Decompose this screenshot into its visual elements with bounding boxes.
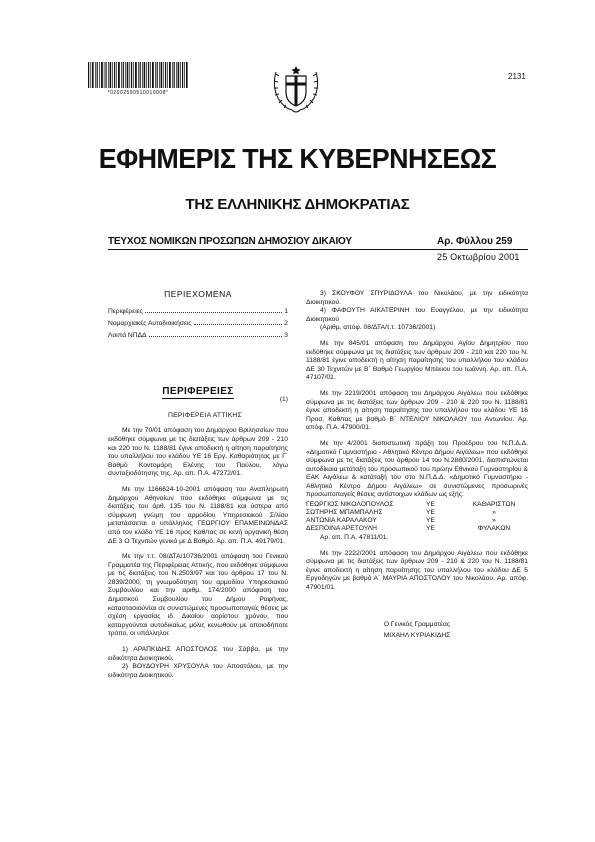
decision-reference: Αρ. απ. Π.Α. 47811/01. [320, 534, 389, 542]
toc-item-page: 3 [284, 331, 288, 339]
decision-paragraph: Με την 1166624-10-2001 απόφαση του Αναπληρωτή Δημάρχου Αθηναίων που εκδόθηκε σύμφωνα με τις διατάξεις του άρθ. 135 του Ν. 1188/81 και ύστερα από σύμφωνη γνώμη του αρμοδίου Υπηρεσιακού Σ/λίου μετατάσσεται ο υπάλληλος ΓΕΩΡΓΙΟΥ ΕΠΑΜΕΙΝΩΝΔΑΣ από τον κλάδο ΥΕ 16 προς Καθ/τας σε κενή οργανική θέση ΔΕ 3 Ο Τεχνιτών γενικά με Δ Βαθμό. Αρ. απ. Π.Α. 49179/01. [108, 485, 288, 545]
toc-title: ΠΕΡΙΕΧΟΜΕΝΑ [164, 289, 232, 299]
decision-paragraph: Με την 2222/2001 απόφαση του Δημάρχου Αιγάλεω που εκδόθηκε σύμφωνα με τις διατάξεις των άρθρων 209 - 210 & 220 του Ν. 1188/81 έγινε αποδεκτή η αίτηση παραίτησης του υπαλλήλου του κλάδου ΔΕ 5 Εργοδηγών με βαθμό Α΄ ΜΑΥΡΙΑ ΑΠΟΣΤΟΛΟΥ του Νικολάου. Αρ. απόφ. 47901/01. [306, 549, 528, 592]
employee-branch: ΚΑΘΑΡΙΣΤΩΝ [472, 501, 516, 509]
toc-item [108, 306, 288, 318]
employee-name: ΑΝΤΩΝΙΑ ΚΑΡΑΛΑΚΟΥ [306, 517, 377, 525]
decision-paragraph: Με την 845/01 απόφαση του Δημάρχου Αγίου Δημητρίου που εκδόθηκε σύμφωνα με τις διατάξεις των άρθρων 209 - 210 και 220 του Ν. 1188/81 έγινε αποδεκτή η αίτηση παραίτησης του υπαλλήλου του κλάδου ΔΕ 30 Τεχνιτών με Β΄ Βαθμό Γεωργίου Μπέκιου του Ιωάννη. Αρ. απ. Π.Α. 47107/01. [306, 339, 528, 382]
table-row [306, 525, 528, 533]
left-column [108, 290, 288, 680]
signature-role: Ο Γενικός Γραμματέας [383, 620, 451, 628]
employee-grade: ΥΕ [426, 517, 435, 525]
list-item: 1) ΑΡΑΠΚΙΔΗΣ ΑΠΟΣΤΟΛΟΣ του Σάββα, με την ειδικότητα Διοικητικού. [108, 646, 288, 662]
barcode [88, 62, 188, 88]
list-item: 2) ΒΟΥΔΟΥΡΗ ΧΡΥΣΟΥΛΑ του Αποστόλου, με την ειδικότητα Διοικητικού. [108, 663, 288, 679]
employee-branch: » [492, 517, 496, 525]
employee-branch: ΦΥΛΑΚΩΝ [477, 525, 511, 533]
employee-name: ΔΕΣΠΟΙΝΑ ΑΡΕΤΟΥΛΗ [306, 525, 377, 533]
section-heading [108, 385, 288, 397]
employee-grade: ΥΕ [426, 509, 435, 517]
employee-branch: » [492, 509, 496, 517]
barcode-number: *02002590510010008* [107, 90, 169, 96]
table-row [306, 501, 528, 509]
employee-name: ΓΕΩΡΓΙΟΣ ΝΙΚΟΛΟΠΟΥΛΟΣ [306, 501, 394, 509]
header-rule [108, 249, 528, 250]
decision-paragraph: Με την 2219/2001 απόφαση του Δημάρχου Αιγάλεω που εκδόθηκε σύμφωνα με τις διατάξεις των άρθρων 209 - 210 & 220 του Ν. 1188/81 έγινε αποδεκτή η αίτηση παραίτησης του υπαλλήλου του κλάδου ΥΕ 16 Προσ. Καθ/τας με βαθμό Β΄ ΝΤΕΛΙΟΥ ΝΙΚΟΛΑΟΥ του Αντωνίου. Αρ. απόφ. Π.Α. 47900/01. [306, 389, 528, 432]
transfer-table [306, 501, 528, 533]
toc-item-label: Νομαρχιακές Αυτοδιοικήσεις [108, 319, 192, 327]
decision-paragraph: Με την τ.τ. 08/ΔΤΑ/10736/2001 απόφαση του Γενικού Γραμματέα της Περιφέρειας Αττικής, που εκδόθηκε σύμφωνα με τις διατάξεις του Ν.2503/97 και του άρθρου 17 του Ν. 2839/2000, τη γνωμοδότηση του αρμοδίου Υπηρεσιακού Συμβουλίου και την αριθμ. 174/2000 απόφαση του Δημοτικού Συμβουλίου του Δήμου Ραφήνας, καταστασιούνται σε συνιστώμενες προσωποπαγείς θέσεις με σχέση εργασίας ιδ. Δικαίου αορίστου χρόνου, που καταργούνται αυτοδικαίως μόλις κενωθούν με οποιοδήποτε τρόπο, οι υπάλληλοι: [108, 553, 288, 638]
employee-name: ΣΩΤΗΡΗΣ ΜΠΑΜΠΑΛΗΣ [306, 509, 383, 517]
page-number: 2131 [508, 72, 526, 81]
list-item: 3) ΣΚΟΥΦΟΥ ΣΠΥΡΙΔΟΥΛΑ του Νικολάου, με την ειδικότητα Διοικητικού. [306, 290, 528, 306]
toc-item [108, 318, 288, 330]
toc-item-page: 2 [284, 319, 288, 327]
right-column [306, 290, 528, 641]
toc-item-page: 1 [284, 307, 288, 315]
section-title: ΠΕΡΙΦΕΡΕΙΕΣ [162, 385, 234, 397]
signature-block [306, 619, 528, 641]
table-row [306, 517, 528, 525]
decision-reference: (Αριθμ. απόφ. 08/ΔΤΑ/τ.τ. 10736/2001) [320, 324, 436, 332]
toc-leader [149, 336, 283, 337]
toc-leader [145, 312, 282, 313]
toc-item-label: Λοιπά ΝΠΔΔ [108, 331, 147, 339]
toc-leader [194, 324, 283, 325]
decision-paragraph: Με την 70/01 απόφαση του Δημάρχου Βριλησσίων που εκδόθηκε σύμφωνα με τις διατάξεις των άρθρων 209 - 210 και 220 του Ν. 1188/81 έγινε αποδεκτή η αίτηση παραίτησης του υπαλλήλου του κλάδου ΥΕ 16 Εργ. Καθαριότητας με Γ΄ Βαθμό Κοντομάρη Ελένης του Παύλου, λόγω συνταξιοδότησης της. Αρ. απ. Π.Α. 47272/01. [108, 427, 288, 478]
sheet-number: Αρ. Φύλλου 259 [437, 236, 513, 247]
decision-paragraph: Με την 4/2001 διαπιστωτική πράξη του Προέδρου του Ν.Π.Δ.Δ. «Δημοτικό Γυμναστήριο - Αθλητικό Κέντρο Δήμου Αιγάλεω» που εκδόθηκε σύμφωνα με τις διατάξεις του άρθρου 14 του Ν.2880/2001, διαπιστώνεται αυτοδίκαια μετάταξη του προσωπικού του πρώην Εθνικού Γυμναστηρίου & ΕΑΚ Αιγάλεω & κατάταξή του στο Ν.Π.Δ.Δ. «Δημοτικό Γυμναστήριο - Αθλητικό Κέντρο Δήμου Αιγάλεω» σε συνιστώμενες προσωρινές προσωποπαγείς θέσεις αντίστοιχων κλάδων ως εξής: [306, 439, 528, 499]
section-subtitle: ΠΕΡΙΦΕΡΕΙΑ ΑΤΤΙΚΗΣ [168, 411, 242, 419]
section-marker: (1) [279, 396, 288, 404]
table-row [306, 509, 528, 517]
employee-grade: ΥΕ [426, 525, 435, 533]
toc-item [108, 330, 288, 342]
employee-grade: ΥΕ [426, 501, 435, 509]
signature-name: ΜΙΧΑΗΛ ΚΥΡΙΑΚΙΔΗΣ [383, 631, 451, 639]
gazette-subtitle: ΤΗΣ ΕΛΛΗΝΙΚΗΣ ΔΗΜΟΚΡΑΤΙΑΣ [185, 196, 410, 213]
issue-type: ΤΕΥΧΟΣ ΝΟΜΙΚΩΝ ΠΡΟΣΩΠΩΝ ΔΗΜΟΣΙΟΥ ΔΙΚΑΙΟΥ [108, 236, 352, 247]
greek-coat-of-arms-icon [270, 62, 322, 116]
issue-date: 25 Οκτωβρίου 2001 [437, 252, 520, 262]
toc-item-label: Περιφέρειες [108, 307, 143, 315]
gazette-title: ΕΦΗΜΕΡΙΣ ΤΗΣ ΚΥΒΕΡΝΗΣΕΩΣ [98, 143, 497, 174]
list-item: 4) ΦΑΦΟΥΤΗ ΑΙΚΑΤΕΡΙΝΗ του Ευαγγέλου, με την ειδικότητα Διοικητικού [306, 307, 528, 323]
